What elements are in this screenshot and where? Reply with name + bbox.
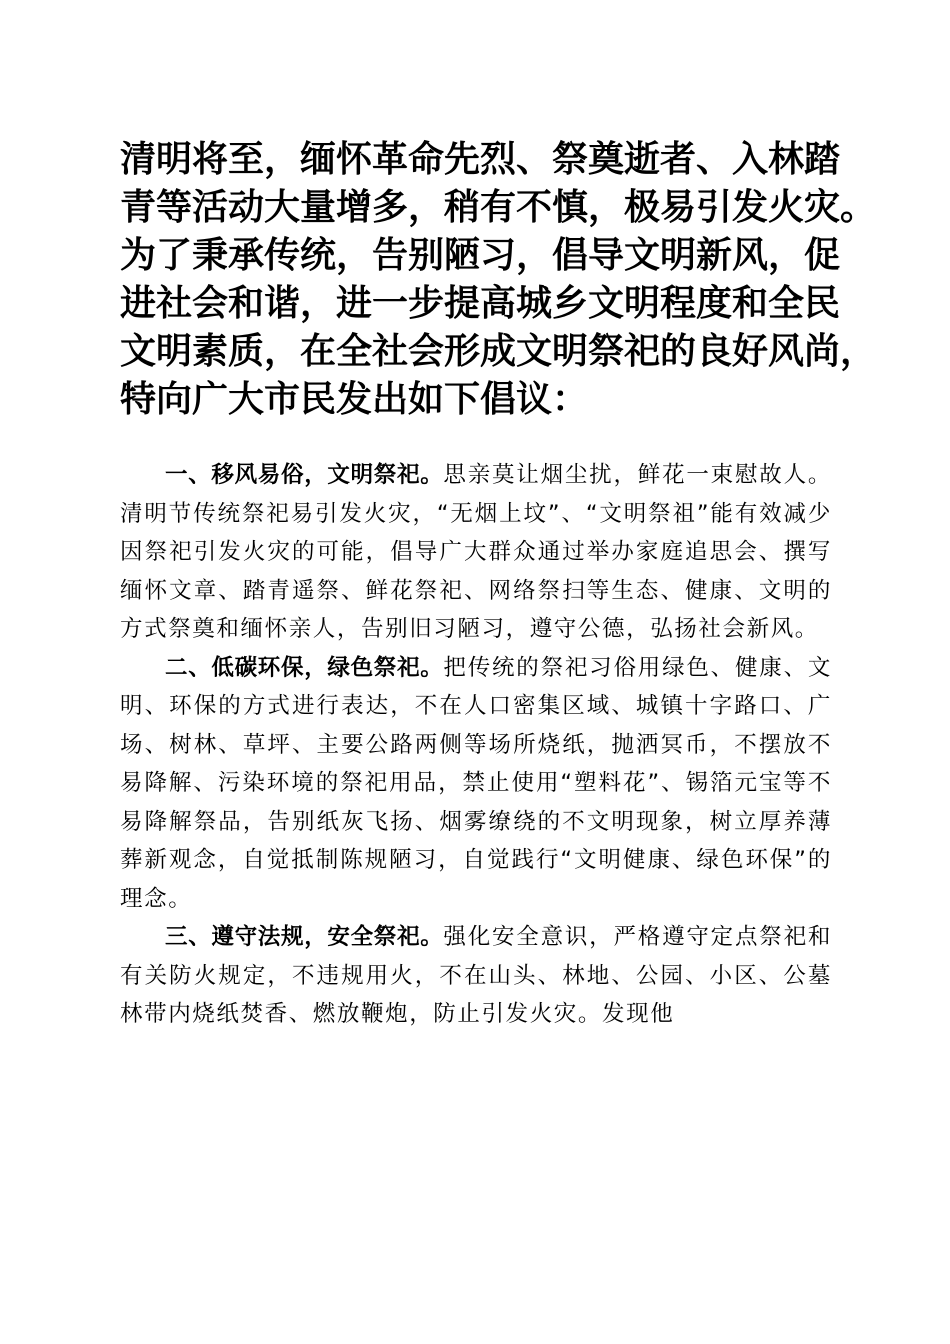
title-line: 为了秉承传统，告别陋习，倡导文明新风，促	[120, 234, 841, 276]
paragraph-heading: 二、低碳环保，绿色祭祀。	[165, 654, 444, 681]
title-line: 青等活动大量增多，稍有不慎，极易引发火灾。	[120, 186, 877, 228]
title-line: 特向广大市民发出如下倡议：	[120, 378, 589, 420]
paragraph-text: 强化安全意识，严格遵守定点祭祀和有关防火规定，不违规用火，不在山头、林地、公园、小区、公墓林带内烧纸焚香、燃放鞭炮，防止引发火灾。发现他	[120, 924, 832, 1027]
document-body	[120, 456, 832, 1034]
paragraph-1	[120, 456, 832, 649]
title-line: 文明素质，在全社会形成文明祭祀的良好风尚，	[120, 330, 877, 372]
paragraph-heading: 一、移风易俗，文明祭祀。	[165, 462, 444, 488]
paragraph-3	[120, 918, 832, 1034]
title-line: 进社会和谐，进一步提高城乡文明程度和全民	[120, 282, 841, 324]
paragraph-heading: 三、遵守法规，安全祭祀。	[165, 924, 444, 950]
document-title	[120, 135, 877, 423]
title-line: 清明将至，缅怀革命先烈、祭奠逝者、入林踏	[120, 138, 841, 180]
paragraph-2	[120, 649, 832, 919]
paragraph-text: 思亲莫让烟尘扰，鲜花一束慰故人。清明节传统祭祀易引发火灾，“无烟上坟”、“文明祭祖”能有效减少因祭祀引发火灾的可能，倡导广大群众通过举办家庭追思会、撰写缅怀文章、踏青遥祭、鲜花祭祀、网络祭扫等生态、健康、文明的方式祭奠和缅怀亲人，告别旧习陋习，遵守公德，弘扬社会新风。	[120, 462, 832, 642]
paragraph-text: 把传统的祭祀习俗用绿色、健康、文明、环保的方式进行表达，不在人口密集区域、城镇十字路口、广场、树林、草坪、主要公路两侧等场所烧纸，抛洒冥币，不摆放不易降解、污染环境的祭祀用品，禁止使用“塑料花”、锡箔元宝等不易降解祭品，告别纸灰飞扬、烟雾缭绕的不文明现象，树立厚养薄葬新观念，自觉抵制陈规陋习，自觉践行“文明健康、绿色环保”的理念。	[120, 654, 832, 912]
